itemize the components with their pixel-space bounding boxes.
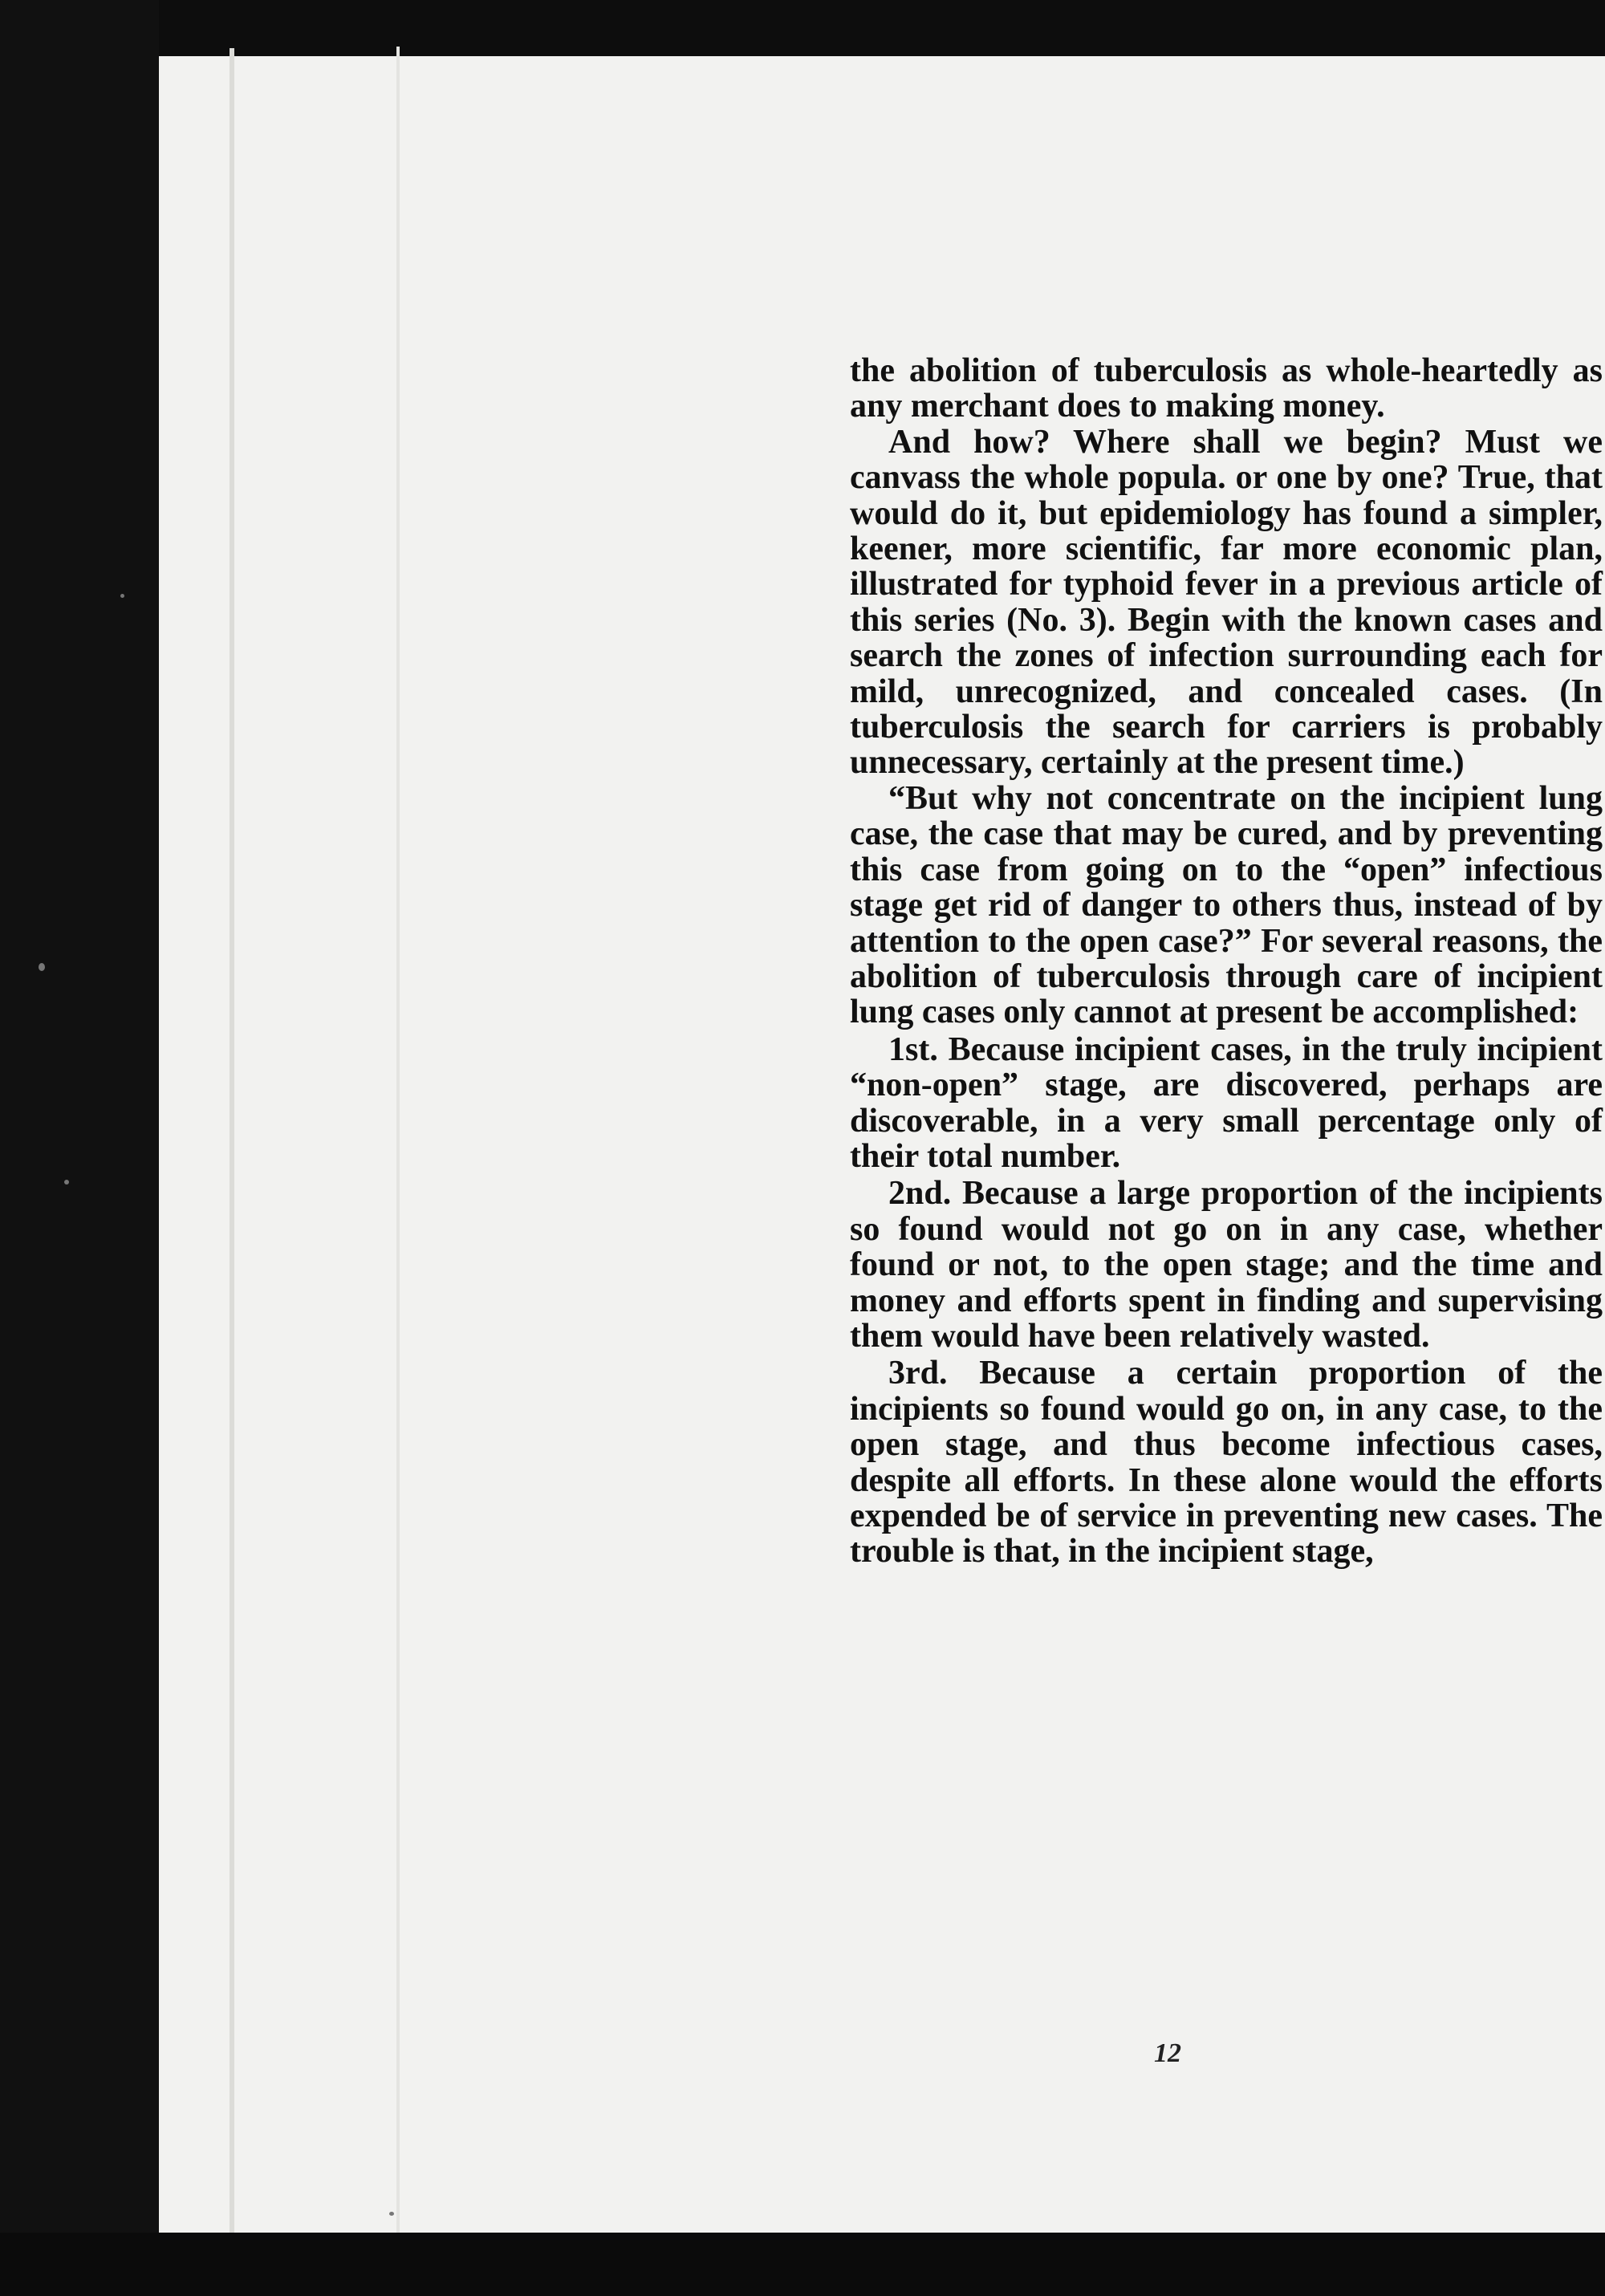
paragraph: And how? Where shall we begin? Must we canvass the whole popula. or one by one? True, that would do it, but epidemiology has found a simpler, keener, more scientific, far more economic plan, illustrated for typhoid fever in a previous article of this series (No. 3). Begin with the known cases and search the zones of infection surrounding each for mild, unrecognized, and concealed cases. (In tuberculosis the search for carriers is probably unnecessary, certainly at the present time.) — [850, 423, 1603, 782]
page-number: 12 — [1154, 2038, 1181, 2068]
paragraph: 2nd. Because a large proportion of the incipients so found would not go on in any case, whether found or not, to the open stage; and the time and money and efforts spent in finding and supervising them would have been relatively wasted. — [850, 1175, 1603, 1355]
scan-background-bottom — [0, 2233, 1605, 2296]
scan-speck — [120, 594, 124, 598]
paragraph: 1st. Because incipient cases, in the truly incipient “non-open” stage, are discovered, perhaps are discoverable, in a very small percentage only of their total number. — [850, 1030, 1603, 1175]
scan-speck — [39, 963, 45, 971]
paragraph: 3rd. Because a certain proportion of the incipients so found would go on, in any case, to the open stage, and thus become infectious cases, despite all efforts. In these alone would the efforts expended be of service in preventing new cases. The trouble is that, in the incipient stage, — [850, 1355, 1603, 1571]
page-edge — [230, 48, 234, 2233]
scan-speck — [64, 1180, 69, 1185]
scan-background-top — [0, 0, 1605, 56]
paragraph: “But why not concentrate on the incipient lung case, the case that may be cured, and by preventing this case from going on to the “open” infectious stage get rid of danger to others thus, instead of by attention to the open case?” For several reasons, the abolition of tuberculosis through care of incipient lung cases only cannot at present be accomplished: — [850, 779, 1603, 1031]
paragraph: the abolition of tuberculosis as whole-heartedly as any merchant does to making money. — [850, 352, 1603, 425]
body-text — [850, 353, 1603, 1570]
page-edge — [396, 47, 400, 2233]
scan-background-left — [0, 0, 159, 2296]
scan-speck — [389, 2212, 394, 2216]
